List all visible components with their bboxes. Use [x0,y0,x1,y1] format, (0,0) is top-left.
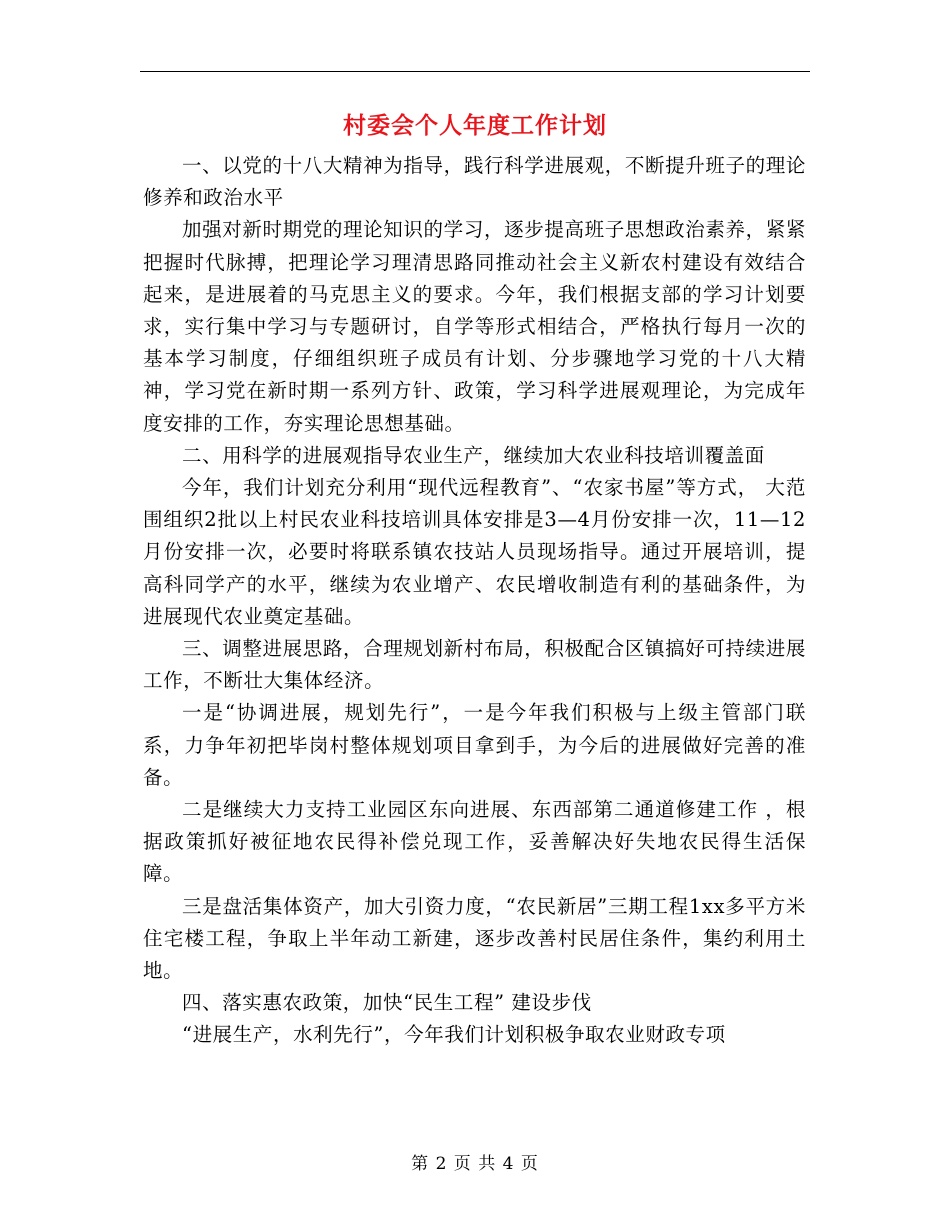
document-title: 村委会个人年度工作计划 [343,112,607,139]
paragraph-study: 加强对新时期党的理论知识的学习，逐步提高班子思想政治素养，紧紧把握时代脉搏，把理论学习理清思路同推动社会主义新农村建设有效结合起来，是进展着的马克思主义的要求。今年，我们根据支部的学习计划要求，实行集中学习与专题研讨，自学等形式相结合，严格执行每月一次的基本学习制度，仔细组织班子成员有计划、分步骤地学习党的十八大精神，学习党在新时期一系列方针、政策，学习科学进展观理论，为完成年度安排的工作，夯实理论思想基础。 [143,218,806,435]
paragraph-water: “进展生产，水利先行”，今年我们计划积极争取农业财政专项 [182,1023,726,1047]
document-body [143,150,806,1052]
heading-section-1: 一、以党的十八大精神为指导，践行科学进展观，不断提升班子的理论修养和政治水平 [143,154,806,210]
paragraph-item-1: 一是“协调进展，规划先行”，一是今年我们积极与上级主管部门联系，力争年初把毕岗村整体规划项目拿到手，为今后的进展做好完善的准备。 [143,701,806,789]
heading-section-4: 四、落实惠农政策，加快“民生工程” 建设步伐 [182,991,592,1015]
paragraph-item-3: 三是盘活集体资产，加大引资力度，“农民新居”三期工程1xx多平方米住宅楼工程，争取上半年动工新建，逐步改善村民居住条件，集约利用土地。 [143,894,806,983]
heading-section-3: 三、调整进展思路，合理规划新村布局，积极配合区镇搞好可持续进展工作，不断壮大集体经济。 [143,637,806,693]
page-number: 第 2 页 共 4 页 [411,1154,539,1174]
header-rule [140,71,810,72]
heading-section-2: 二、用科学的进展观指导农业生产，继续加大农业科技培训覆盖面 [182,443,765,467]
paragraph-item-2: 二是继续大力支持工业园区东向进展、东西部第二通道修建工作 ，根据政策抓好被征地农民得补偿兑现工作，妥善解决好失地农民得生活保障。 [143,798,806,886]
paragraph-training: 今年，我们计划充分利用“现代远程教育”、“农家书屋”等方式， 大范围组织2批以上村民农业科技培训具体安排是3—4月份安排一次，11—12月份安排一次，必要时将联系镇农技站人员现场指导。通过开展培训，提高科同学产的水平，继续为农业增产、农民增收制造有利的基础条件，为进展现代农业奠定基础。 [143,476,806,628]
